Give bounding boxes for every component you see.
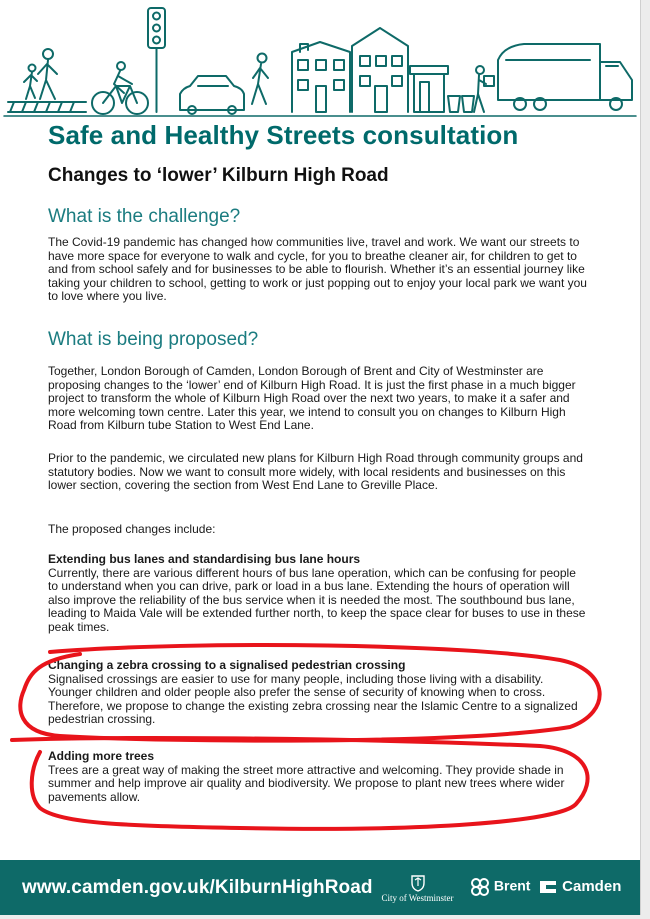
change-item-body: Trees are a great way of making the street more attractive and welcoming. They provide shade in summer and help improve air quality and biodiversity. We propose to plant new trees where wider pavements allow.: [48, 762, 565, 804]
proposed-paragraph-2: Prior to the pandemic, we circulated new plans for Kilburn High Road through community groups and statutory bodies. Now we want to consult more widely, with local residents and businesses on this lower section, covering the section from West End Lane to Greville Place.: [48, 451, 583, 493]
brent-logo-icon: [470, 877, 490, 897]
zebra-crossing-icon: [8, 102, 86, 112]
camden-label: Camden: [562, 877, 622, 895]
cyclist-icon: [92, 62, 148, 114]
camden-logo-icon: [538, 877, 558, 897]
street-scene-illustration: [0, 0, 640, 120]
bins-icon: [448, 96, 474, 112]
change-item-bus-lanes: [48, 553, 588, 635]
traffic-light-icon: [148, 8, 165, 112]
houses-icon: [292, 28, 408, 112]
change-item-signalised-crossing: [48, 659, 588, 727]
change-item-body: Signalised crossings are easier to use for many people, including those living with a disability. Younger children and older people also prefer the sense of security of knowing when to cross. Therefore, we propose to change the existing zebra crossing near the Islamic Centre to a signalized pedestrian crossing.: [48, 671, 578, 727]
footer-url-link[interactable]: www.camden.gov.uk/KilburnHighRoad: [22, 877, 373, 898]
shop-icon: [410, 66, 448, 112]
brent-label: Brent: [493, 877, 531, 894]
proposed-heading: What is being proposed?: [48, 329, 259, 350]
challenge-body: The Covid-19 pandemic has changed how communities live, travel and work. We want our streets to have more space for everyone to walk and cycle, for you to breathe cleaner air, for children to get to and from school safely and for businesses to be able to flourish. Whether it’s an essential journey like taking your children to school, getting to work or just popping out to enjoy your local park we want you to love where you live.: [48, 235, 587, 304]
delivery-worker-icon: [474, 66, 494, 112]
proposed-paragraph-3: The proposed changes include:: [48, 522, 216, 536]
change-item-title: Extending bus lanes and standardising bus lane hours: [48, 552, 361, 566]
car-icon: [180, 76, 244, 114]
change-item-title: Changing a zebra crossing to a signalised pedestrian crossing: [48, 658, 406, 672]
brent-logo: [470, 877, 530, 897]
page-title: Safe and Healthy Streets consultation: [48, 120, 519, 150]
westminster-label: City of Westminster: [381, 893, 454, 903]
camden-logo: [538, 877, 621, 897]
westminster-crest-icon: [410, 874, 426, 892]
footer-bar: [0, 860, 640, 915]
challenge-heading: What is the challenge?: [48, 206, 241, 227]
change-item-title: Adding more trees: [48, 749, 155, 763]
walker-icon: [252, 54, 268, 105]
change-item-body: Currently, there are various different hours of bus lane operation, which can be confusing for people to understand when you can drive, park or load in a bus lane. Extending the hours of operation will also improve the reliability of the bus service when it is needed the most. The southbound bus lane, leading to Maida Vale will be extended further north, to keep the space clear for buses to use in these peak times.: [48, 565, 586, 634]
page-subtitle: Changes to ‘lower’ Kilburn High Road: [48, 165, 389, 186]
pedestrians-icon: [24, 49, 57, 99]
refuse-truck-icon: [498, 44, 632, 110]
change-item-trees: [48, 750, 588, 804]
proposed-paragraph-1: Together, London Borough of Camden, London Borough of Brent and City of Westminster are proposing changes to the ‘lower’ end of Kilburn High Road. It is just the first phase in a much bigger project to transform the whole of Kilburn High Road over the next two years, to make it a safer and more welcoming town centre. Later this year, we intend to consult you on changes to Kilburn High Road from Kilburn tube Station to West End Lane.: [48, 364, 576, 433]
westminster-logo: [380, 874, 455, 903]
